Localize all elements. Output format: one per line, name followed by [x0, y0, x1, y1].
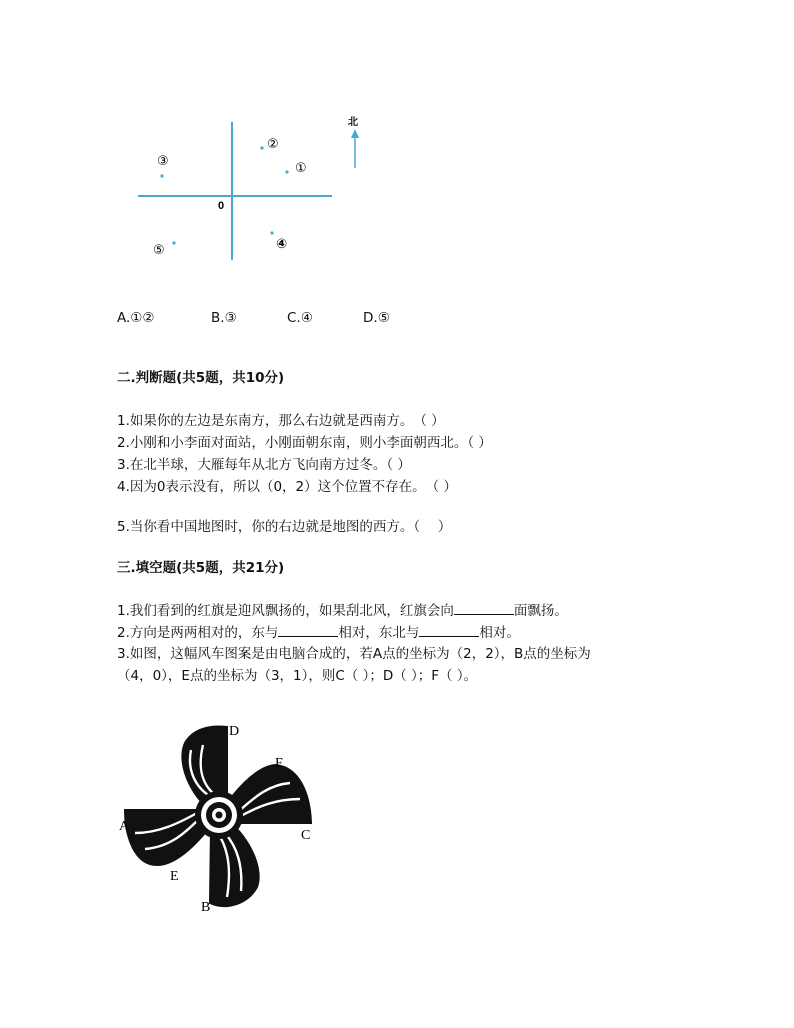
section3-heading: 三.填空题(共5题，共21分) [117, 560, 285, 576]
label-d: D [229, 724, 240, 739]
north-label: 北 [348, 117, 358, 128]
point-4-label: ④ [276, 237, 288, 252]
point-3-label: ③ [157, 154, 169, 169]
hub-dot [216, 812, 223, 819]
direction-diagram [120, 110, 390, 270]
north-arrow-head [351, 129, 359, 138]
point-3-dot [160, 174, 163, 177]
judge-question-3: 3.在北半球，大雁每年从北方飞向南方过冬。（ ） [117, 457, 411, 473]
fill-question-2: 2.方向是两两相对的，东与 相对，东北与 相对。 [117, 625, 520, 641]
windmill-figure [115, 715, 325, 915]
point-4-dot [270, 231, 273, 234]
label-a: A [119, 819, 130, 834]
fill-question-1: 1.我们看到的红旗是迎风飘扬的，如果刮北风，红旗会向 面飘扬。 [117, 603, 568, 619]
fill-question-3-line1: 3.如图，这幅风车图案是由电脑合成的，若A点的坐标为（2，2），B点的坐标为 [117, 646, 591, 662]
point-1-label: ① [295, 161, 307, 176]
judge-question-4: 4.因为0表示没有，所以（0，2）这个位置不存在。 （ ） [117, 479, 457, 495]
label-b: B [201, 900, 211, 915]
point-1-dot [285, 170, 288, 173]
label-c: C [301, 828, 311, 843]
choice-a[interactable]: A.①② [117, 310, 155, 326]
point-5-dot [172, 241, 175, 244]
choice-b[interactable]: B.③ [211, 310, 237, 326]
choice-c[interactable]: C.④ [287, 310, 313, 326]
point-5-label: ⑤ [153, 243, 165, 258]
point-2-dot [260, 146, 263, 149]
judge-question-5: 5.当你看中国地图时，你的右边就是地图的西方。（ ） [117, 519, 452, 535]
point-2-label: ② [267, 137, 279, 152]
fill-question-3-line2: （4，0），E点的坐标为（3，1），则C（ ）；D（ ）；F（ ）。 [117, 668, 478, 684]
fill-blank-2a[interactable] [278, 625, 338, 637]
label-f: F [275, 756, 283, 771]
fill-blank-1[interactable] [454, 603, 514, 615]
label-e: E [170, 869, 179, 884]
choice-d[interactable]: D.⑤ [363, 310, 390, 326]
judge-question-1: 1.如果你的左边是东南方，那么右边就是西南方。 （ ） [117, 413, 445, 429]
fill-blank-2b[interactable] [419, 625, 479, 637]
judge-question-2: 2.小刚和小李面对面站，小刚面朝东南，则小李面朝西北。（ ） [117, 435, 492, 451]
origin-label: 0 [218, 200, 225, 212]
section2-heading: 二.判断题(共5题，共10分) [117, 370, 285, 386]
